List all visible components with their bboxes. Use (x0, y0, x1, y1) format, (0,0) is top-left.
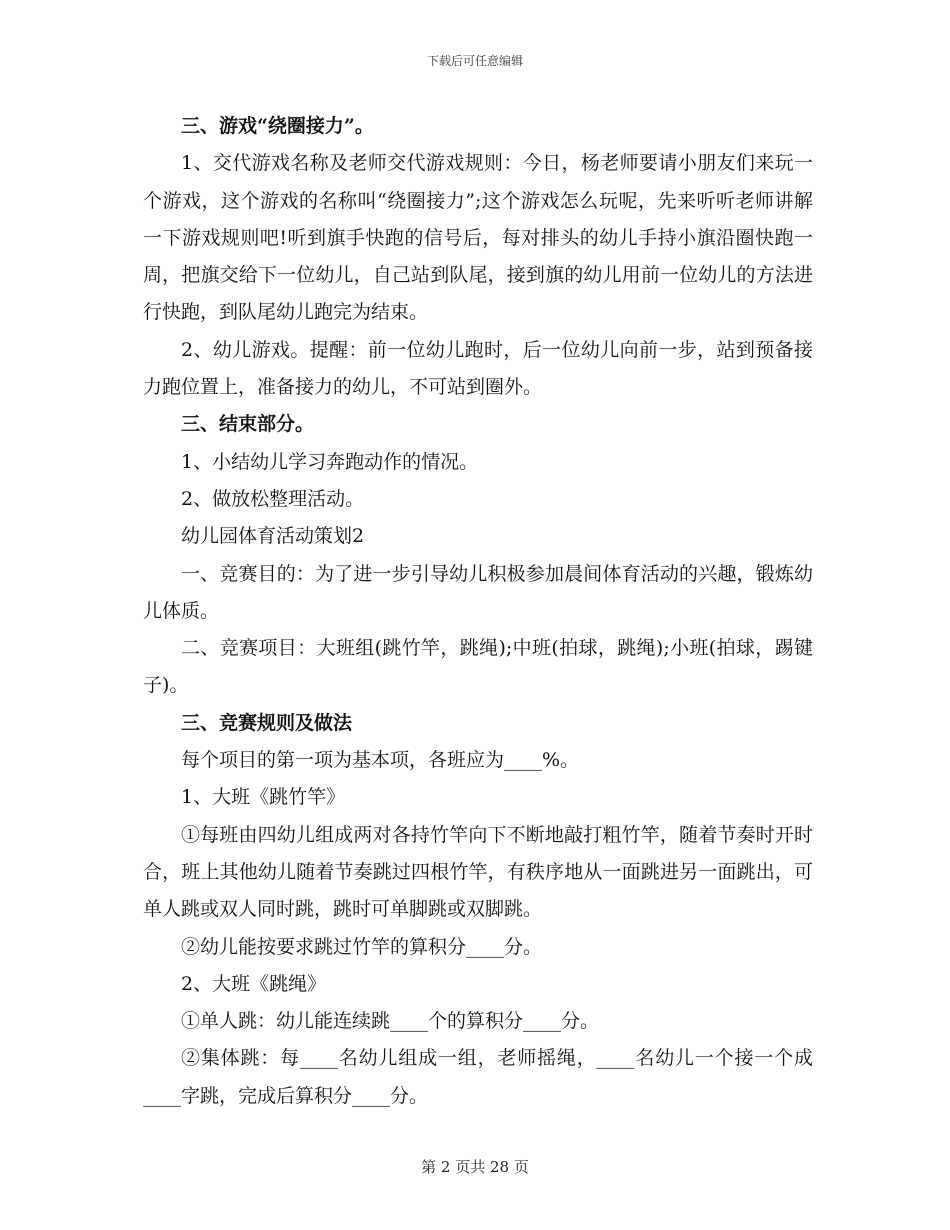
paragraph: 2、幼儿游戏。提醒：前一位幼儿跑时，后一位幼儿向前一步，站到预备接力跑位置上，准备接力的幼儿，不可站到圈外。 (143, 338, 813, 399)
paragraph: 一、竞赛目的：为了进一步引导幼儿积极参加晨间体育活动的兴趣，锻炼幼儿体质。 (143, 562, 813, 622)
heading-game: 三、游戏“绕圈接力”。 (181, 115, 374, 137)
paragraph: 2、大班《跳绳》 (181, 972, 327, 995)
paragraph: 每个项目的第一项为基本项，各班应为____%。 (181, 749, 580, 772)
paragraph: 1、小结幼儿学习奔跑动作的情况。 (181, 450, 479, 473)
document-body (143, 108, 813, 1115)
heading-rules: 三、竞赛规则及做法 (181, 711, 353, 734)
paragraph: 1、交代游戏名称及老师交代游戏规则：今日，杨老师要请小朋友们来玩一个游戏，这个游戏的名称叫“绕圈接力”;这个游戏怎么玩呢，先来听听老师讲解一下游戏规则吧!听到旗手快跑的信号后，每对排头的幼儿手持小旗沿圈快跑一周，把旗交给下一位幼儿，自己站到队尾，接到旗的幼儿用前一位幼儿的方法进行快跑，到队尾幼儿跑完为结束。 (143, 152, 813, 324)
section-title: 幼儿园体育活动策划2 (181, 525, 365, 548)
heading-ending: 三、结束部分。 (181, 413, 315, 436)
paragraph: ①每班由四幼儿组成两对各持竹竿向下不断地敲打粗竹竿，随着节奏时开时合，班上其他幼儿随着节奏跳过四根竹竿，有秩序地从一面跳进另一面跳出，可单人跳或双人同时跳，跳时可单脚跳或双脚跳。 (143, 823, 813, 921)
paragraph: ①单人跳：幼儿能连续跳____个的算积分____分。 (181, 1010, 600, 1033)
page-footer: 第 2 页共 28 页 (421, 1158, 529, 1176)
page-header: 下载后可任意编辑 (426, 54, 523, 68)
paragraph: ②集体跳：每____名幼儿组成一组，老师摇绳，____名幼儿一个接一个成____字跳，完成后算积分____分。 (143, 1047, 813, 1107)
paragraph: ②幼儿能按要求跳过竹竿的算积分____分。 (181, 935, 543, 958)
paragraph: 2、做放松整理活动。 (181, 487, 365, 510)
paragraph: 1、大班《跳竹竿》 (181, 786, 346, 809)
paragraph: 二、竞赛项目：大班组(跳竹竿，跳绳);中班(拍球，跳绳);小班(拍球，踢键子)。 (143, 637, 813, 697)
